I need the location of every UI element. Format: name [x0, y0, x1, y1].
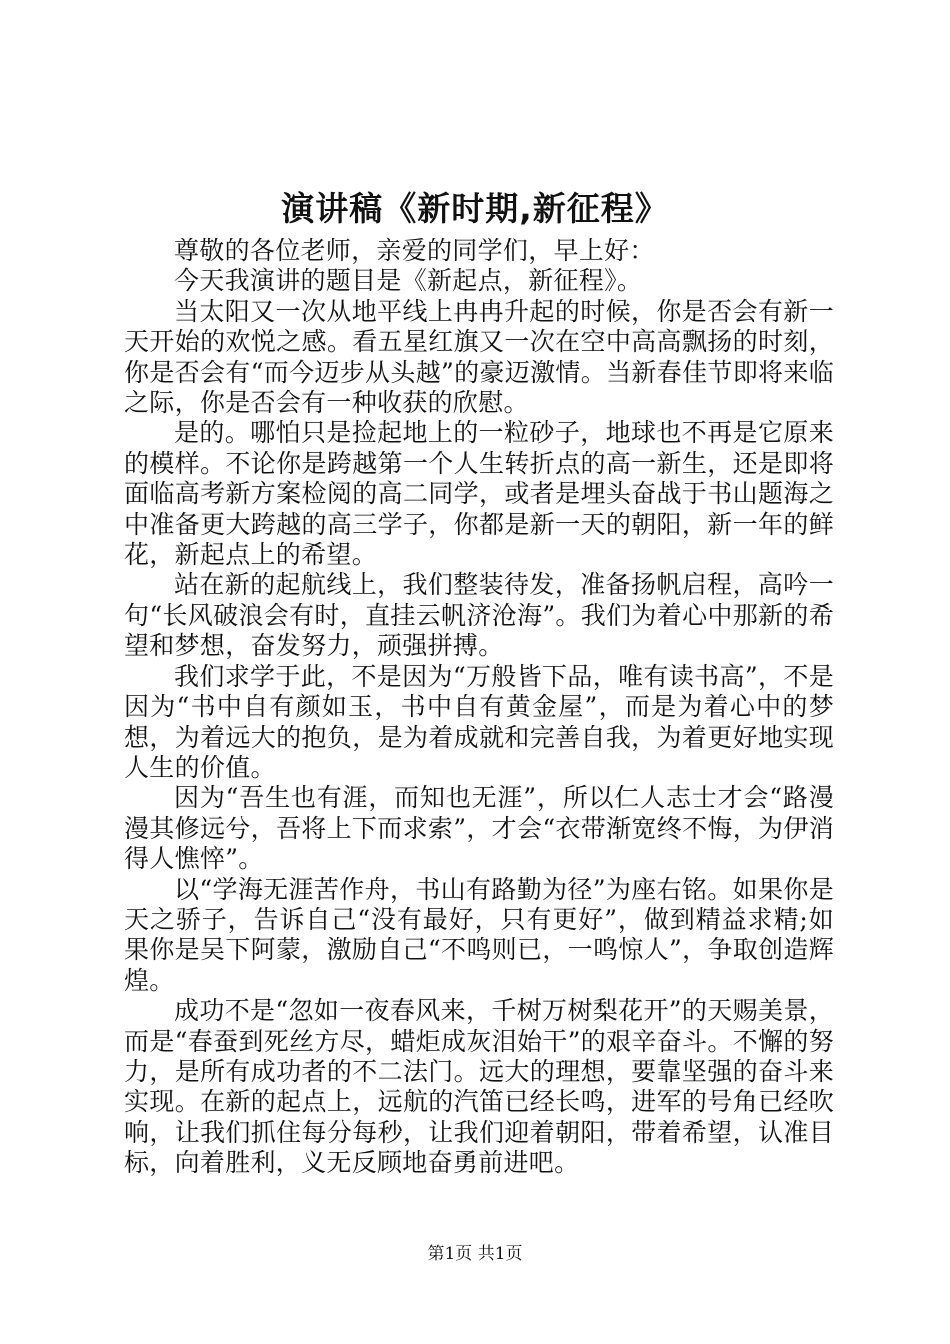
page-number-footer: 第1页 共1页 [427, 1244, 523, 1264]
paragraph-greeting: 尊敬的各位老师，亲爱的同学们，早上好： [174, 236, 655, 265]
document-body [124, 236, 834, 1179]
paragraph-topic: 今天我演讲的题目是《新起点，新征程》。 [174, 266, 643, 296]
paragraph: 我们求学于此，不是因为“万般皆下品，唯有读书高”，不是因为“书中自有颜如玉，书中自有黄金屋”，而是为着心中的梦想，为着远大的抱负，是为着成就和完善自我，为着更好地实现人生的价值。 [124, 661, 834, 782]
paragraph: 当太阳又一次从地平线上冉冉升起的时候，你是否会有新一天开始的欢悦之感。看五星红旗又一次在空中高高飘扬的时刻，你是否会有“而今迈步从头越”的豪迈激情。当新春佳节即将来临之际，你是否会有一种收获的欣慰。 [124, 296, 834, 418]
document-title: 演讲稿《新时期,新征程》 [281, 189, 669, 228]
paragraph: 因为“吾生也有涯，而知也无涯”，所以仁人志士才会“路漫漫其修远兮，吾将上下而求索”，才会“衣带渐宽终不悔，为伊消得人憔悴”。 [124, 783, 834, 874]
paragraph: 是的。哪怕只是捡起地上的一粒砂子，地球也不再是它原来的模样。不论你是跨越第一个人生转折点的高一新生，还是即将面临高考新方案检阅的高二同学，或者是埋头奋战于书山题海之中准备更大跨越的高三学子，你都是新一天的朝阳，新一年的鲜花，新起点上的希望。 [124, 418, 834, 570]
paragraph: 站在新的起航线上，我们整装待发，准备扬帆启程，高吟一句“长风破浪会有时，直挂云帆济沧海”。我们为着心中那新的希望和梦想，奋发努力，顽强拼搏。 [124, 570, 834, 661]
paragraph: 以“学海无涯苦作舟，书山有路勤为径”为座右铭。如果你是天之骄子，告诉自己“没有最好，只有更好”，做到精益求精;如果你是吴下阿蒙，激励自己“不鸣则已，一鸣惊人”，争取创造辉煌。 [124, 874, 834, 995]
paragraph: 成功不是“忽如一夜春风来，千树万树梨花开”的天赐美景，而是“春蚕到死丝方尽，蜡炬成灰泪始干”的艰辛奋斗。不懈的努力，是所有成功者的不二法门。远大的理想，要靠坚强的奋斗来实现。在新的起点上，远航的汽笛已经长鸣，进军的号角已经吹响，让我们抓住每分每秒，让我们迎着朝阳，带着希望，认准目标，向着胜利，义无反顾地奋勇前进吧。 [124, 996, 834, 1178]
